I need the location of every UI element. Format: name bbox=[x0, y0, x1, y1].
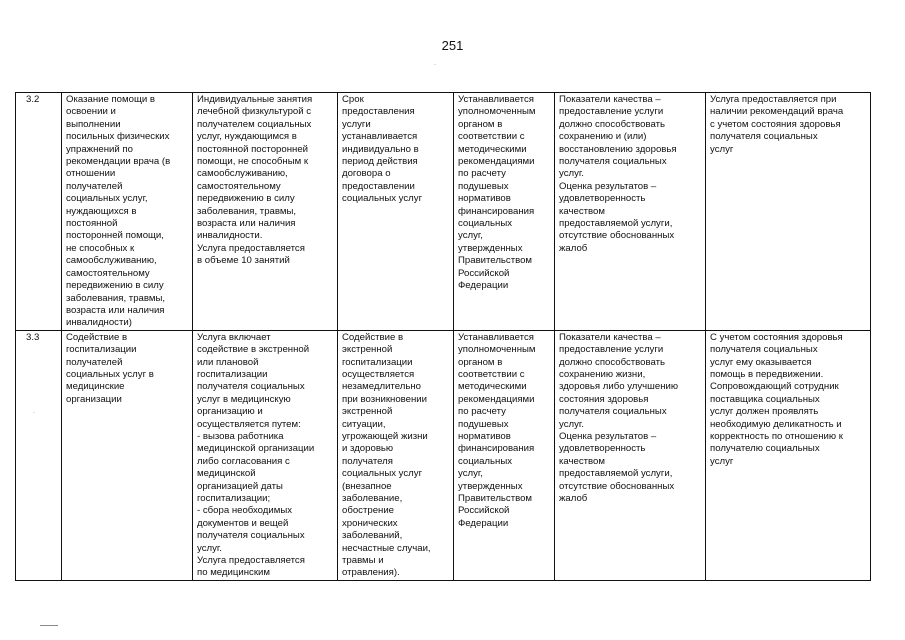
row-number: 3.2 bbox=[16, 93, 62, 331]
service-term-cell: Срок предоставления услуги устанавливается индивидуально в период действия договора о предоставлении социальных услуг bbox=[338, 93, 454, 331]
service-description-cell: Услуга включает содействие в экстренной или плановой госпитализации получателя социальных услуг в медицинскую организацию и осуществляется путем: - вызова работника медицинской организации либо согласования с медицинской организацией даты госпитализации; - сбора необходимых документов и вещей получателя социальных услуг. Услуга предоставляется по медицинским bbox=[193, 330, 338, 580]
scan-speck: · bbox=[434, 62, 436, 68]
service-name-cell: Оказание помощи в освоении и выполнении посильных физических упражнений по рекомендации врача (в отношении получателей социальных услуг, нуждающихся в постоянной посторонней помощи, не способных к самообслуживанию, самостоятельному передвижению в силу заболевания, травмы, возраста или наличия инвалидности) bbox=[62, 93, 193, 331]
scan-artifact bbox=[40, 625, 58, 626]
table-row bbox=[16, 93, 871, 331]
table-row bbox=[16, 330, 871, 580]
service-cost-cell: Устанавливается уполномоченным органом в соответствии с методическими рекомендациями по расчету подушевых нормативов финансирования социальных услуг, утвержденных Правительством Российской Федерации bbox=[454, 330, 555, 580]
quality-indicators-cell: Показатели качества – предоставление услуги должно способствовать сохранению и (или) восстановлению здоровья получателя социальных услуг. Оценка результатов – удовлетворенность качеством предоставляемой услуги, отсутствие обоснованных жалоб bbox=[555, 93, 706, 331]
scan-speck: · bbox=[33, 410, 35, 416]
service-term-cell: Содействие в экстренной госпитализации осуществляется незамедлительно при возникновении экстренной ситуации, угрожающей жизни и здоровью получателя социальных услуг (внезапное заболевание, обострение хронических заболеваний, несчастные случаи, травмы и отравления). bbox=[338, 330, 454, 580]
page-number: 251 bbox=[441, 38, 464, 53]
row-number: 3.3 bbox=[16, 330, 62, 580]
service-cost-cell: Устанавливается уполномоченным органом в соответствии с методическими рекомендациями по расчету подушевых нормативов финансирования социальных услуг, утвержденных Правительством Российской Федерации bbox=[454, 93, 555, 331]
conditions-cell: С учетом состояния здоровья получателя социальных услуг ему оказывается помощь в передвижении. Сопровождающий сотрудник поставщика социальных услуг должен проявлять необходимую деликатность и корректность по отношению к получателю социальных услуг bbox=[706, 330, 871, 580]
service-name-cell: Содействие в госпитализации получателей социальных услуг в медицинские организации bbox=[62, 330, 193, 580]
services-table bbox=[15, 92, 871, 581]
quality-indicators-cell: Показатели качества – предоставление услуги должно способствовать сохранению жизни, здоровья либо улучшению состояния здоровья получателя социальных услуг. Оценка результатов – удовлетворенность качеством предоставляемой услуги, отсутствие обоснованных жалоб bbox=[555, 330, 706, 580]
conditions-cell: Услуга предоставляется при наличии рекомендаций врача с учетом состояния здоровья получателя социальных услуг bbox=[706, 93, 871, 331]
service-description-cell: Индивидуальные занятия лечебной физкультурой с получателем социальных услуг, нуждающимся в постоянной посторонней помощи, не способным к самообслуживанию, самостоятельному передвижению в силу заболевания, травмы, возраста или наличия инвалидности. Услуга предоставляется в объеме 10 занятий bbox=[193, 93, 338, 331]
